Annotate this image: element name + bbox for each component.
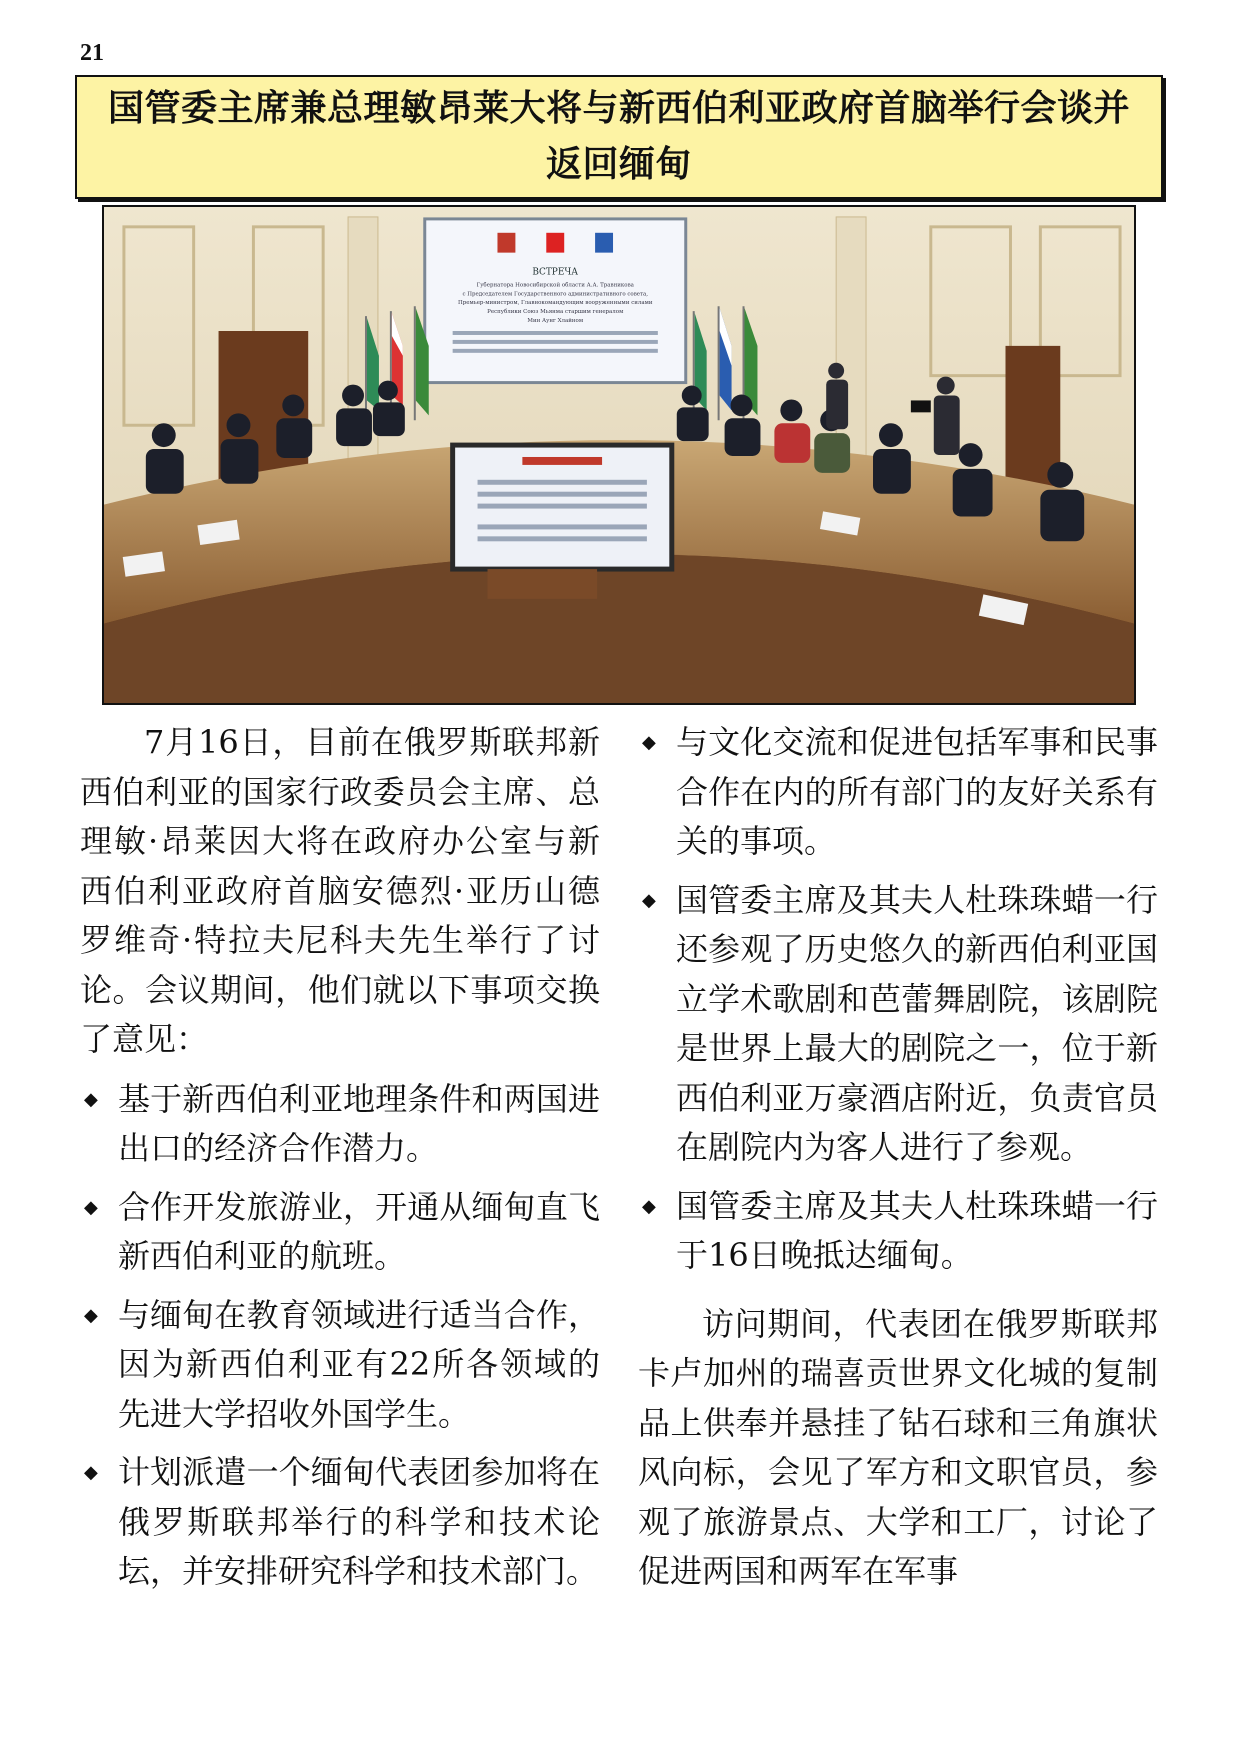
left-column: [80, 718, 600, 1606]
diamond-bullet-icon: ◆: [84, 1196, 98, 1218]
diamond-bullet-icon: ◆: [84, 1462, 98, 1483]
title-box: [75, 75, 1163, 199]
diamond-bullet-icon: ◆: [642, 889, 656, 911]
list-item: [638, 718, 1158, 867]
page-title: 国管委主席兼总理敏昂莱大将与新西伯利亚政府首脑举行会谈并返回缅甸: [107, 88, 1130, 185]
screen-line: Мин Аунг Хлайном: [527, 318, 584, 325]
right-bullet-list: [638, 718, 1158, 1281]
bullet-text: 国管委主席及其夫人杜珠珠蜡一行于16日晚抵达缅甸。: [676, 1186, 1158, 1274]
bullet-text: 与缅甸在教育领域进行适当合作，因为新西伯利亚有22所各领域的先进大学招收外国学生。: [118, 1295, 600, 1433]
page-number: 21: [80, 40, 104, 66]
right-column: [638, 718, 1158, 1597]
intro-paragraph: 7月16日，目前在俄罗斯联邦新西伯利亚的国家行政委员会主席、总理敏·昂莱因大将在政府办公室与新西伯利亚政府首脑安德烈·亚历山德罗维奇·特拉夫尼科夫先生举行了讨论。会议期间，他们就以下事项交换了意见：: [80, 723, 600, 1058]
list-item: [80, 1448, 600, 1597]
closing-paragraph: 访问期间，代表团在俄罗斯联邦卡卢加州的瑞喜贡世界文化城的复制品上供奉并悬挂了钻石球和三角旗状风向标，会见了军方和文职官员，参观了旅游景点、大学和工厂，讨论了促进两国和两军在军事: [638, 1304, 1158, 1590]
diamond-bullet-icon: ◆: [642, 732, 656, 753]
screen-line: Губернатора Новосибирской области А.А. Травникова: [476, 282, 634, 289]
list-item: [638, 1182, 1158, 1281]
meeting-illustration: [104, 207, 1134, 703]
diamond-bullet-icon: ◆: [642, 1195, 656, 1217]
diamond-bullet-icon: ◆: [84, 1088, 98, 1110]
bullet-text: 计划派遣一个缅甸代表团参加将在俄罗斯联邦举行的科学和技术论坛，并安排研究科学和技术部门。: [118, 1453, 600, 1590]
left-bullet-list: [80, 1075, 600, 1597]
diamond-bullet-icon: ◆: [84, 1304, 98, 1326]
bullet-text: 合作开发旅游业，开通从缅甸直飞新西伯利亚的航班。: [118, 1187, 600, 1275]
screen-line: Премьер-министром, Главнокомандующим вооруженными силами: [457, 300, 653, 307]
bullet-text: 与文化交流和促进包括军事和民事合作在内的所有部门的友好关系有关的事项。: [676, 723, 1158, 860]
list-item: [638, 876, 1158, 1173]
list-item: [80, 1183, 600, 1282]
list-item: [80, 1075, 600, 1174]
bullet-text: 国管委主席及其夫人杜珠珠蜡一行还参观了历史悠久的新西伯利亚国立学术歌剧和芭蕾舞剧院，该剧院是世界上最大的剧院之一，位于新西伯利亚万豪酒店附近，负责官员在剧院内为客人进行了参观。: [676, 880, 1158, 1166]
meeting-photo: [102, 205, 1136, 705]
screen-heading: ВСТРЕЧА: [532, 267, 579, 278]
bullet-text: 基于新西伯利亚地理条件和两国进出口的经济合作潜力。: [118, 1079, 600, 1167]
screen-line: Республики Союз Мьянма старшим генералом: [487, 309, 624, 316]
list-item: [80, 1291, 600, 1440]
screen-line: с Председателем Государственного административного совета,: [462, 291, 649, 298]
